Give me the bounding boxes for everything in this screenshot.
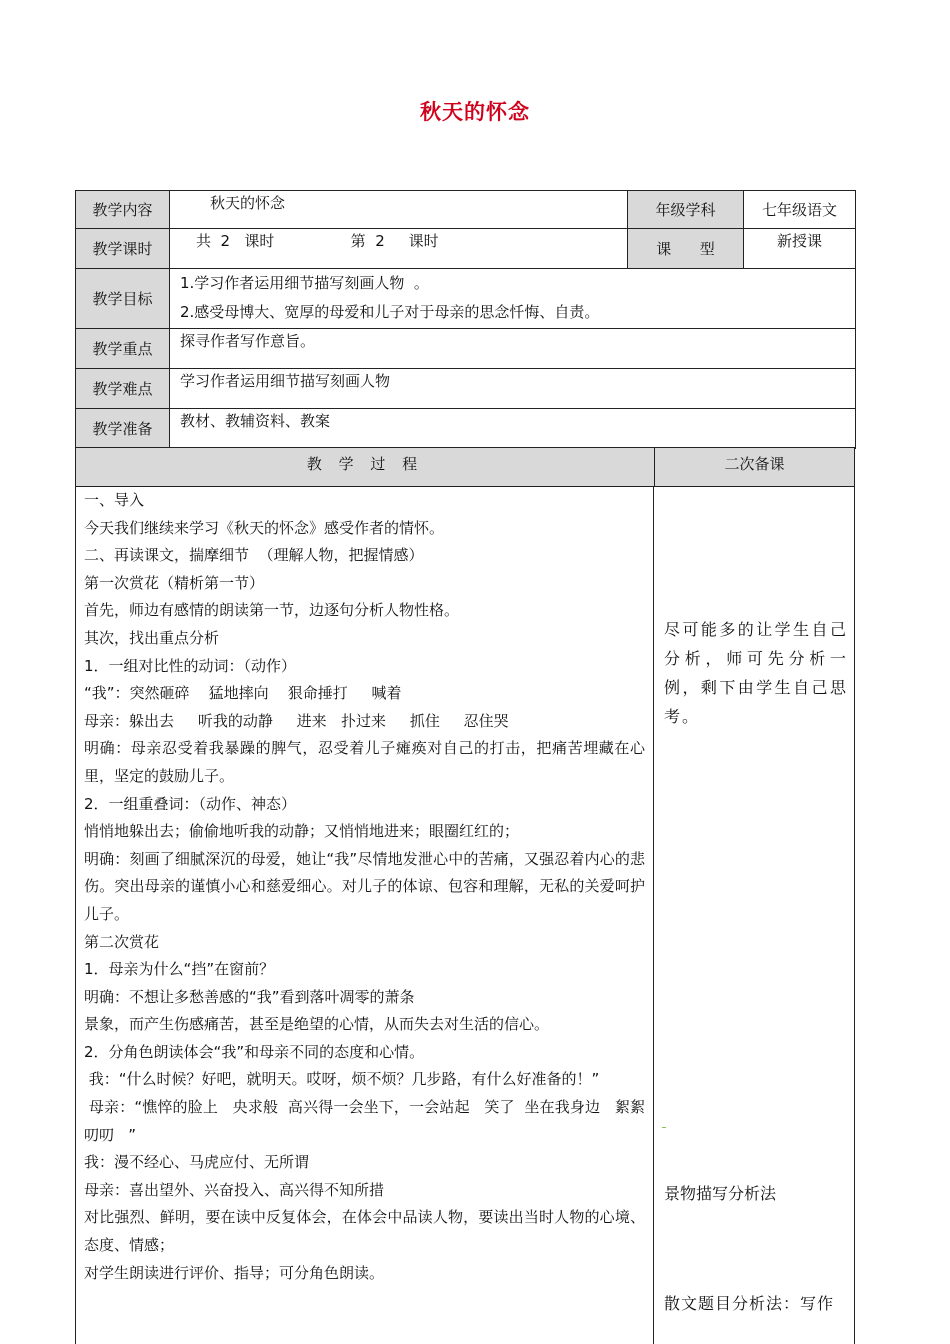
process-line: 明确：不想让多愁善感的“我”看到落叶凋零的萧条 xyxy=(84,987,415,1006)
process-line: 明确：母亲忍受着我暴躁的脾气，忍受着儿子瘫痪对自己的打击，把痛苦埋藏在心里，坚定的鼓励儿子。 xyxy=(84,739,645,785)
focus-value: 探寻作者写作意旨。 xyxy=(170,329,856,369)
goal-value xyxy=(170,269,856,329)
process-side-column xyxy=(654,487,854,1344)
process-line: 二、再读课文，揣摩细节 （理解人物，把握情感） xyxy=(84,546,424,565)
process-line: 其次，找出重点分析 xyxy=(84,628,220,647)
process-line: 2．一组重叠词：（动作、神态） xyxy=(84,794,297,813)
process-header-main: 教 学 过 程 xyxy=(76,448,655,486)
process-line: 2．分角色朗读体会“我”和母亲不同的态度和心情。 xyxy=(84,1042,425,1061)
hours-label: 教学课时 xyxy=(76,229,170,269)
process-line: “我”：突然砸碎 猛地摔向 狠命捶打 喊着 xyxy=(84,684,402,703)
page-title: 秋天的怀念 xyxy=(420,100,530,124)
side-note-3: 散文题目分析法：写作 xyxy=(664,1294,835,1313)
row-prep xyxy=(76,409,856,449)
process-line: 第二次赏花 xyxy=(84,932,160,951)
type-label: 课 型 xyxy=(628,229,744,269)
process-line: 母亲：“憔悴的脸上 央求般 高兴得一会坐下，一会站起 笑了 坐在我身边 絮絮叨叨 ” xyxy=(84,1098,645,1144)
process-header-side: 二次备课 xyxy=(724,455,785,473)
process-line: 一、导入 xyxy=(84,491,145,509)
row-difficulty xyxy=(76,369,856,409)
process-line: 今天我们继续来学习《秋天的怀念》感受作者的情怀。 xyxy=(84,518,445,537)
process-line: 对学生朗读进行评价、指导；可分角色朗读。 xyxy=(84,1263,385,1282)
process-line: 我：“什么时候？好吧，就明天。哎呀，烦不烦？几步路，有什么好准备的！” xyxy=(84,1070,600,1089)
goal-line-1: 1.学习作者运用细节描写刻画人物 。 xyxy=(180,274,429,292)
hours-value xyxy=(170,229,628,269)
process-line: 第一次赏花（精析第一节） xyxy=(84,573,265,592)
row-goal xyxy=(76,269,856,329)
content-label: 教学内容 xyxy=(76,191,170,229)
process-line: 明确：刻画了细腻深沉的母爱，她让“我”尽情地发泄心中的苦痛，又强忍着内心的悲伤。突出母亲的谨慎小心和慈爱细心。对儿子的体谅、包容和理解，无私的关爱呵护儿子。 xyxy=(84,849,645,923)
prep-label: 教学准备 xyxy=(76,409,170,449)
teaching-process-section xyxy=(75,447,855,1344)
difficulty-label: 教学难点 xyxy=(76,369,170,409)
grade-value: 七年级语文 xyxy=(744,191,856,229)
side-note-1: 尽可能多的让学生自己分析，师可先分析一例，剩下由学生自己思考。 xyxy=(664,620,848,726)
row-content xyxy=(76,191,856,229)
goal-line-2: 2.感受母博大、宽厚的母爱和儿子对于母亲的思念忏悔、自责。 xyxy=(180,303,600,321)
process-line: 悄悄地躲出去；偷偷地听我的动静；又悄悄地进来；眼圈红红的； xyxy=(84,822,520,841)
goal-label: 教学目标 xyxy=(76,269,170,329)
row-hours xyxy=(76,229,856,269)
process-body xyxy=(76,487,854,1344)
process-line: 对比强烈、鲜明，要在读中反复体会，在体会中品读人物，要读出当时人物的心境、态度、情感； xyxy=(84,1208,645,1255)
process-line: 母亲：躲出去 听我的动静 进来 扑过来 抓住 忍住哭 xyxy=(84,711,509,730)
process-line: 景象，而产生伤感痛苦，甚至是绝望的心情，从而失去对生活的信心。 xyxy=(84,1015,550,1034)
process-header xyxy=(76,447,854,487)
row-focus xyxy=(76,329,856,369)
grade-label: 年级学科 xyxy=(628,191,744,229)
type-value: 新授课 xyxy=(744,229,856,269)
prep-value: 教材、教辅资料、教案 xyxy=(170,409,856,449)
process-line: 首先，师边有感情的朗读第一节，边逐句分析人物性格。 xyxy=(84,601,460,620)
side-note-2: 景物描写分析法 xyxy=(664,1184,777,1203)
process-line: 我：漫不经心、马虎应付、无所谓 xyxy=(84,1153,310,1172)
content-value xyxy=(170,191,628,229)
focus-label: 教学重点 xyxy=(76,329,170,369)
hours-value-text: 共 2 课时 第 2 课时 xyxy=(196,232,439,250)
process-line: 1．一组对比性的动词：（动作） xyxy=(84,656,297,675)
difficulty-value: 学习作者运用细节描写刻画人物 xyxy=(170,369,856,409)
process-line: 1．母亲为什么“挡”在窗前？ xyxy=(84,960,275,979)
process-main-column xyxy=(76,487,654,1344)
green-mark xyxy=(662,1127,666,1128)
process-line: 母亲：喜出望外、兴奋投入、高兴得不知所措 xyxy=(84,1180,385,1199)
content-value-text: 秋天的怀念 xyxy=(210,194,286,212)
lesson-info-table xyxy=(75,190,856,449)
